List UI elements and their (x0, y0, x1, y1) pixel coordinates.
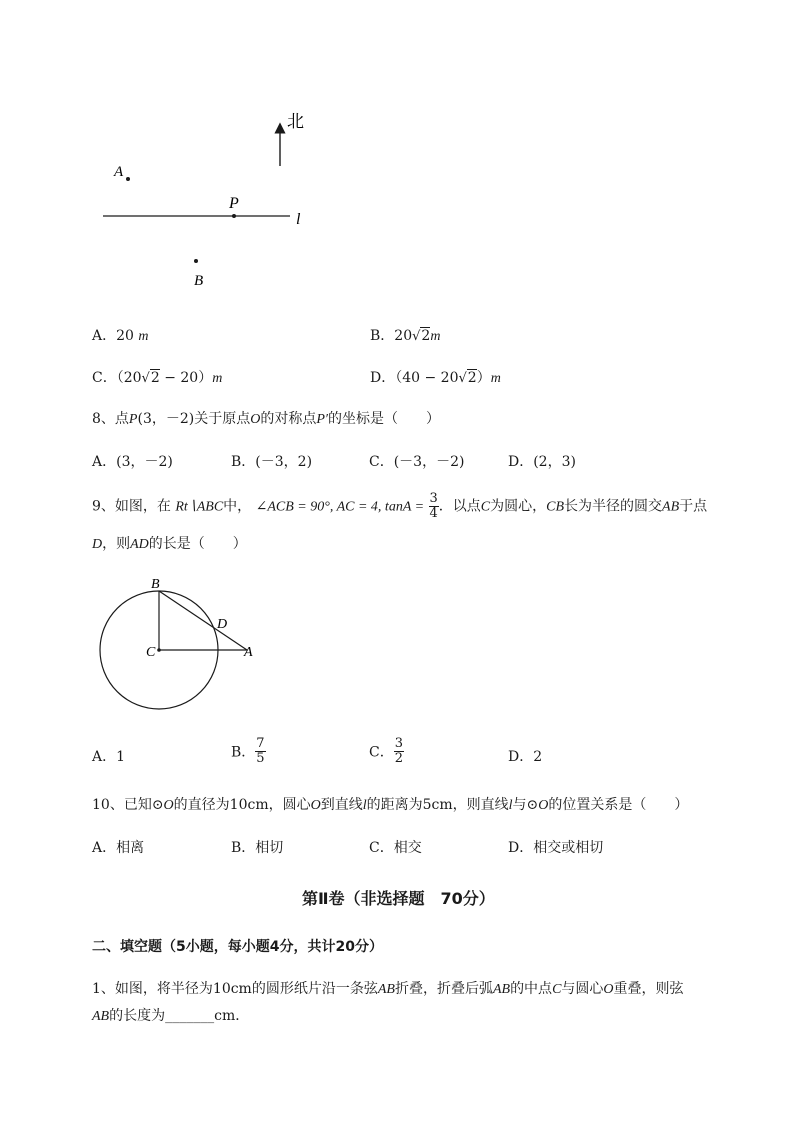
point-a (126, 177, 130, 181)
q9-figure (90, 570, 270, 720)
q8-option-d[interactable]: D．(2，3) (508, 454, 576, 470)
line-l-label: l (296, 211, 301, 228)
q8-option-c[interactable]: C．(－3，－2) (369, 454, 465, 470)
north-label: 北 (287, 112, 304, 131)
label-d: D (217, 617, 228, 632)
point-b (194, 259, 198, 263)
q9-option-a[interactable]: A．1 (92, 749, 126, 765)
part2-title: 第Ⅱ卷（非选择题 70分） (302, 889, 495, 908)
fill1-stem-line1: 1、如图，将半径为10cm的圆形纸片沿一条弦AB折叠，折叠后弧AB的中点C与圆心O重叠，则弦 (92, 981, 684, 997)
q10-option-a[interactable]: A．相离 (92, 840, 145, 856)
q8-option-b[interactable]: B．(－3，2) (231, 454, 313, 470)
q9-stem-line2: D，则AD的长是（ ） (92, 536, 247, 552)
label-c: C (146, 645, 156, 660)
q7-option-b[interactable]: B．20√2m (370, 328, 441, 344)
q10-option-c[interactable]: C．相交 (369, 840, 422, 856)
q8-option-a[interactable]: A．(3，－2) (92, 454, 173, 470)
q7-option-a[interactable]: A．20 m (92, 328, 149, 344)
q9-option-c[interactable]: C． $\frac{3}{2}$ (369, 736, 403, 766)
center-c (157, 648, 161, 652)
point-p-label: P (229, 195, 239, 212)
segment-ab (159, 591, 247, 650)
q9-tan-fraction: $\frac{3}{4}$ (429, 491, 438, 521)
q9-option-b[interactable]: B． $\frac{7}{5}$ (231, 736, 265, 766)
q7-figure (90, 100, 330, 300)
q10-option-d[interactable]: D．相交或相切 (508, 840, 604, 856)
q7-option-c[interactable]: C．（20√2 − 20）m (92, 370, 223, 386)
point-a-label: A (114, 164, 124, 180)
q9-option-d[interactable]: D．2 (508, 749, 543, 765)
q8-stem: 8、点P(3，－2)关于原点O的对称点P′的坐标是（ ） (92, 411, 440, 427)
point-b-label: B (194, 273, 204, 289)
label-b: B (151, 577, 160, 592)
point-p (232, 214, 236, 218)
q10-option-b[interactable]: B．相切 (231, 840, 284, 856)
label-a: A (244, 645, 253, 660)
q10-stem: 10、已知⊙O的直径为10cm，圆心O到直线l的距离为5cm，则直线l与⊙O的位置关系是（ ） (92, 797, 689, 813)
q9-stem-line1: 9、如图，在 Rt∖ABC中， ∠ACB = 90°, AC = 4, tanA = $\frac{3}{4}$ ．以点C为圆心，CB长为半径的圆交AB于点 (92, 491, 708, 521)
fill1-answer-blank[interactable]: _______ (165, 1008, 215, 1024)
section2-header: 二、填空题（5小题，每小题4分，共计20分） (92, 939, 383, 955)
q7-option-d[interactable]: D．（40 − 20√2）m (370, 370, 501, 386)
fill1-stem-line2: AB的长度为_______cm． (92, 1008, 250, 1024)
